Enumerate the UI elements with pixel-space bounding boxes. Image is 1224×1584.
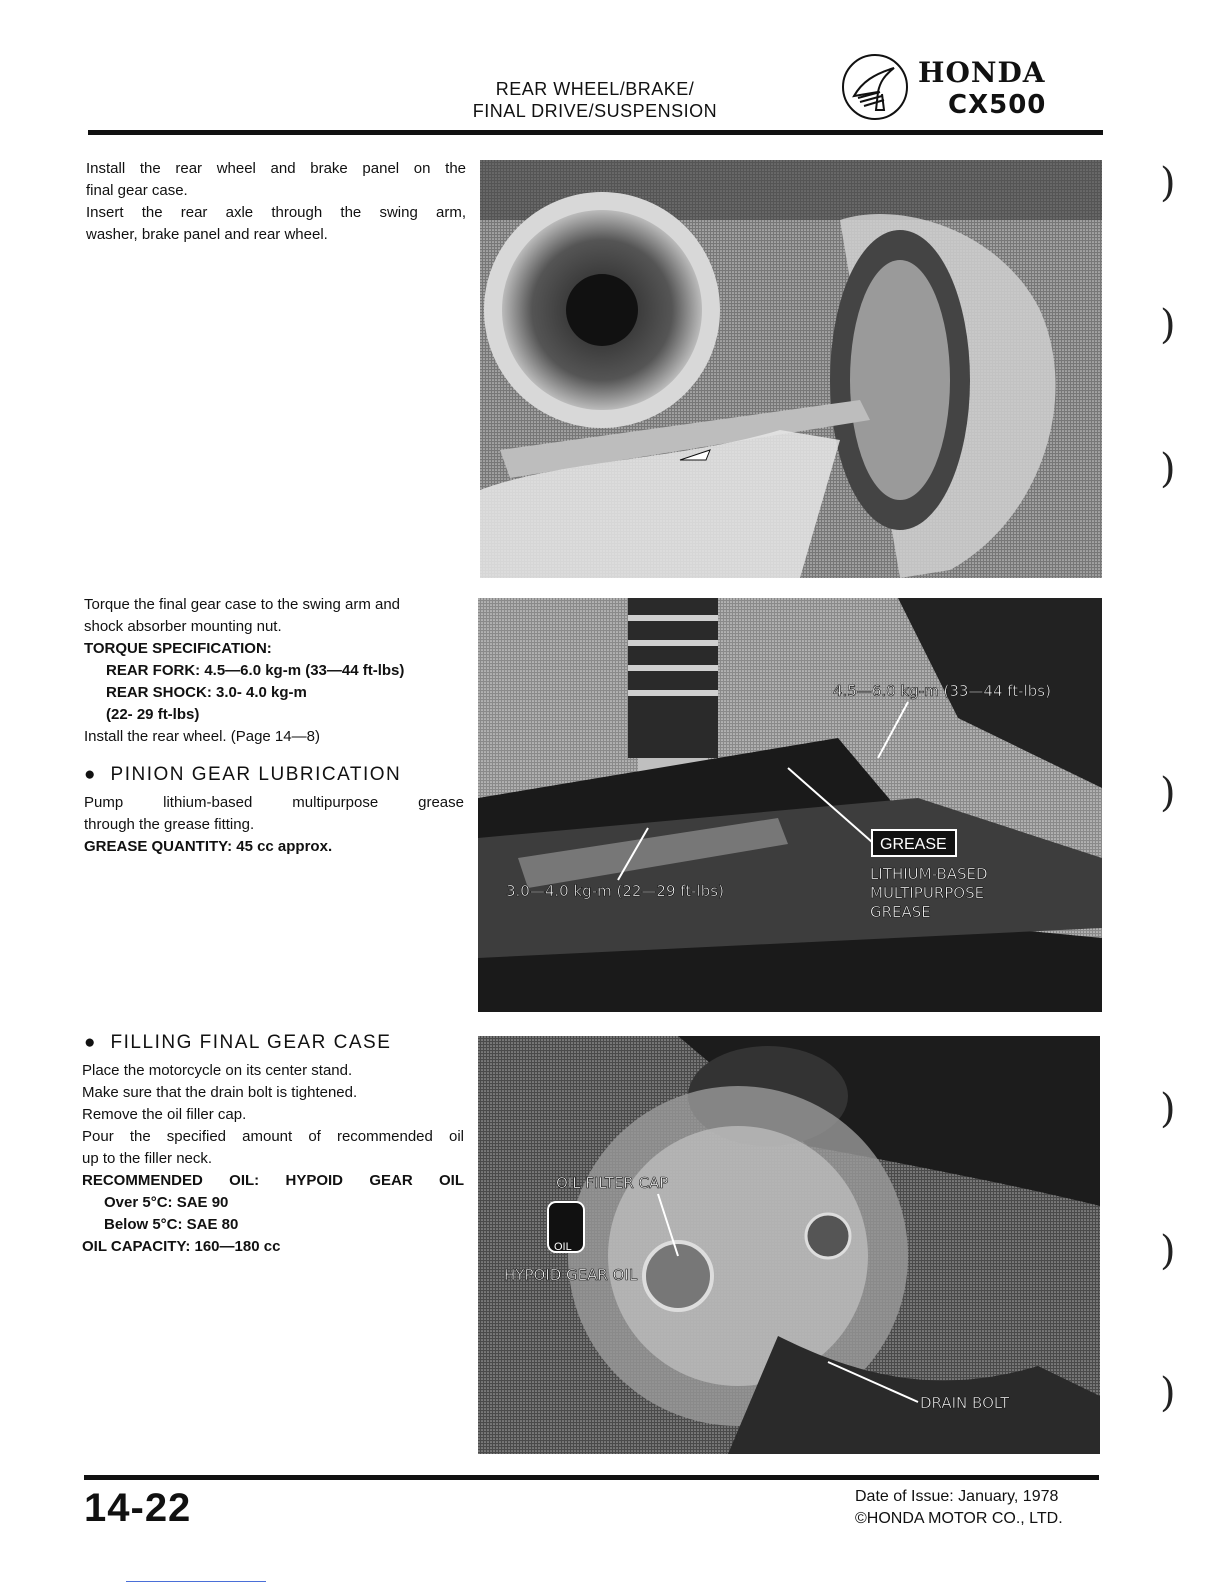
recommended-oil: RECOMMENDED OIL: HYPOID GEAR OIL: [82, 1172, 464, 1189]
margin-mark: ): [1160, 160, 1176, 206]
margin-mark: ): [1160, 770, 1176, 816]
grease-label-line1: LITHIUM-BASED: [870, 865, 988, 883]
margin-mark: ): [1160, 1228, 1176, 1274]
oil-over: Over 5°C: SAE 90: [104, 1194, 229, 1211]
text-line: Remove the oil filler cap.: [82, 1106, 247, 1123]
photo-torque-grease: [478, 598, 1102, 1012]
issue-info: [855, 1486, 1063, 1530]
grease-box-label: GREASE: [880, 836, 947, 853]
scan-artifact-line: [126, 1581, 266, 1582]
chapter-title: [430, 78, 760, 122]
spec-heading: TORQUE SPECIFICATION:: [84, 640, 272, 657]
footer-rule: [84, 1475, 1099, 1480]
spec-rear-shock-ftlbs: (22- 29 ft-lbs): [106, 706, 200, 723]
chapter-title-line1: REAR WHEEL/BRAKE/: [495, 79, 695, 99]
chapter-title-line2: FINAL DRIVE/SUSPENSION: [472, 101, 718, 121]
text-line: shock absorber mounting nut.: [84, 618, 282, 635]
oil-capacity: OIL CAPACITY: 160—180 cc: [82, 1238, 281, 1255]
margin-mark: ): [1160, 446, 1176, 492]
text-line: Make sure that the drain bolt is tightened.: [82, 1084, 358, 1101]
margin-mark: ): [1160, 1086, 1176, 1132]
hypoid-gear-oil-label: HYPOID GEAR OIL: [504, 1266, 638, 1284]
page-number: 14-22: [84, 1486, 192, 1530]
bullet-icon: ●: [84, 1032, 111, 1053]
brand-name: HONDA: [918, 56, 1046, 89]
spec-rear-fork: REAR FORK: 4.5—6.0 kg-m (33—44 ft-lbs): [106, 662, 405, 679]
install-note: Install the rear wheel. (Page 14—8): [84, 728, 320, 745]
drain-bolt-label: DRAIN BOLT: [920, 1394, 1010, 1412]
bullet-icon: ●: [84, 764, 111, 785]
section-heading-filling: [84, 1032, 391, 1054]
issue-date: Date of Issue: January, 1978: [855, 1488, 1059, 1505]
heading-text: FILLING FINAL GEAR CASE: [110, 1032, 392, 1053]
honda-wing-logo-icon: [840, 52, 910, 122]
grease-label-line2: MULTIPURPOSE: [870, 884, 985, 902]
grease-quantity: GREASE QUANTITY: 45 cc approx.: [84, 838, 333, 855]
header-rule: [88, 130, 1103, 135]
section-heading-pinion: [84, 764, 401, 786]
spec-rear-shock: REAR SHOCK: 3.0- 4.0 kg-m: [106, 684, 307, 701]
model-name: CX500: [948, 90, 1047, 120]
section-filling-text: [82, 1060, 464, 1258]
photo-rear-axle-install: [480, 160, 1102, 578]
text-line: Pump lithium-based multipurpose grease: [84, 794, 464, 811]
text-line: up to the filler neck.: [82, 1150, 213, 1167]
section-torque: [84, 594, 466, 748]
copyright: ©HONDA MOTOR CO., LTD.: [855, 1510, 1063, 1527]
text-line: Install the rear wheel and brake panel on the: [86, 160, 466, 177]
text-line: Torque the final gear case to the swing arm and: [84, 596, 401, 613]
section-pinion-text: [84, 792, 464, 858]
shock-torque-label: 3.0—4.0 kg-m (22—29 ft-lbs): [506, 882, 724, 900]
section-install-wheel: [86, 158, 466, 246]
heading-text: PINION GEAR LUBRICATION: [110, 764, 402, 785]
oil-filter-cap-label: OIL FILTER CAP: [556, 1174, 669, 1192]
margin-mark: ): [1160, 1370, 1176, 1416]
text-line: Place the motorcycle on its center stand.: [82, 1062, 353, 1079]
oil-below: Below 5°C: SAE 80: [104, 1216, 239, 1233]
text-line: through the grease fitting.: [84, 816, 255, 833]
fork-torque-label: 4.5—6.0 kg-m (33—44 ft-lbs): [833, 682, 1051, 700]
oil-can-label: OIL: [554, 1241, 572, 1253]
photo-final-gear-case: [478, 1036, 1100, 1454]
grease-label-line3: GREASE: [870, 903, 931, 921]
text-line: washer, brake panel and rear wheel.: [86, 226, 328, 243]
text-line: Pour the specified amount of recommended oil: [82, 1128, 464, 1145]
text-line: Insert the rear axle through the swing arm,: [86, 204, 466, 221]
text-line: final gear case.: [86, 182, 188, 199]
margin-mark: ): [1160, 302, 1176, 348]
